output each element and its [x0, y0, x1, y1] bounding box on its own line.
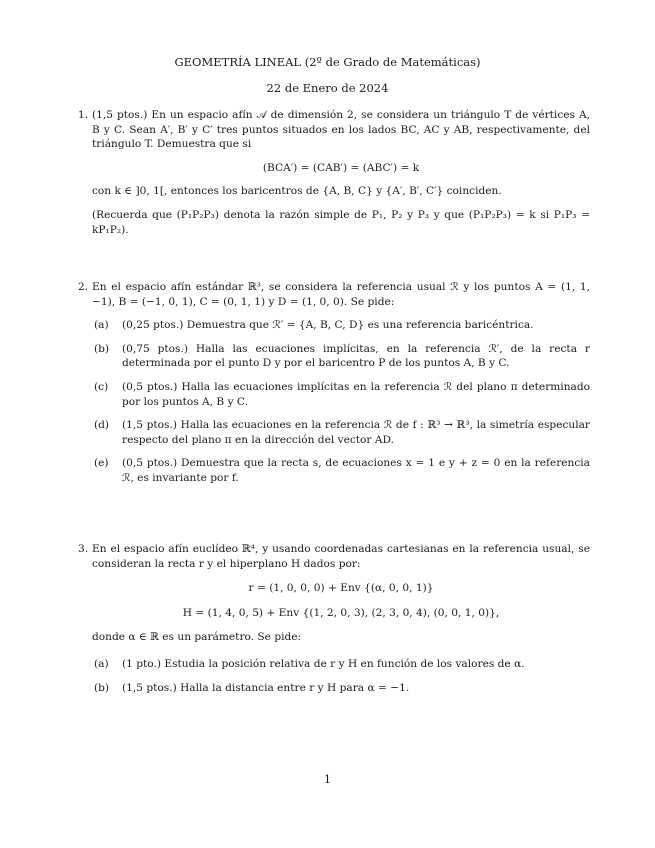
- exam-date: 22 de Enero de 2024: [266, 81, 389, 95]
- subquestion-text: (0,5 ptos.) Demuestra que la recta s, de ecuaciones x = 1 e y + z = 0 en la referencia ℛ, es invariante por f.: [122, 457, 590, 484]
- line-equation: r = (1, 0, 0, 0) + Env {(α, 0, 0, 1)}: [248, 582, 434, 595]
- subquestion-label: (a): [94, 319, 109, 332]
- problem-statement: (1,5 ptos.) En un espacio afín 𝒜 de dimensión 2, se considera un triángulo T de vértices A, B y C. Sean A′, B′ y C′ tres puntos situados en los lados BC, AC y AB, respectivamente, del triángulo T. Demuestra que si: [92, 109, 590, 151]
- subquestion-label: (c): [94, 380, 109, 393]
- ratio-equation: (BCA′) = (CAB′) = (ABC′) = k: [262, 161, 420, 174]
- problem-2: [78, 280, 590, 486]
- exam-title: GEOMETRÍA LINEAL (2º de Grado de Matemáticas): [174, 55, 481, 69]
- subquestion: [94, 318, 590, 333]
- subquestion-text: (1 pto.) Estudia la posición relativa de r y H en función de los valores de α.: [122, 657, 525, 670]
- parameter-note: donde α ∈ ℝ es un parámetro. Se pide:: [92, 631, 302, 644]
- subquestion: [94, 380, 590, 409]
- problem-intro: En el espacio afín estándar ℝ³, se considera la referencia usual ℛ y los puntos A = (1, 1, −1), B = (−1, 0, 1), C = (0, 1, 1) y D = (1, 0, 0). Se pide:: [92, 281, 590, 308]
- problem-intro: En el espacio afín euclídeo ℝ⁴, y usando coordenadas cartesianas en la referencia usual, se consideran la recta r y el hiperplano H dados por:: [92, 543, 590, 570]
- hyperplane-equation: H = (1, 4, 0, 5) + Env {(1, 2, 0, 3), (2, 3, 0, 4), (0, 0, 1, 0)},: [182, 606, 500, 619]
- page-number: 1: [324, 773, 331, 786]
- subquestion: [94, 657, 590, 672]
- subquestion-text: (0,75 ptos.) Halla las ecuaciones implícitas, en la referencia ℛ′, de la recta r determinada por el punto D y por el baricentro P de los puntos A, B y C.: [122, 342, 590, 370]
- problem-3: [78, 542, 590, 695]
- problem-1: [78, 108, 590, 237]
- problem-number: 3.: [78, 543, 89, 555]
- problem-number: 1.: [78, 109, 89, 121]
- subquestion-text: (0,5 ptos.) Halla las ecuaciones implícitas en la referencia ℛ del plano π determinado por los puntos A, B y C.: [122, 380, 590, 408]
- subquestion: [94, 456, 590, 485]
- subquestion-text: (1,5 ptos.) Halla la distancia entre r y H para α = −1.: [122, 681, 410, 694]
- problem-note: (Recuerda que (P₁P₂P₃) denota la razón simple de P₁, P₂ y P₃ y que (P₁P₂P₃) = k si P₁P₃ = kP₁P₂).: [92, 208, 590, 236]
- subquestion: [94, 418, 590, 447]
- subquestion-label: (e): [94, 457, 109, 470]
- problem-number: 2.: [78, 281, 89, 293]
- subquestion-text: (0,25 ptos.) Demuestra que ℛ′ = {A, B, C, D} es una referencia baricéntrica.: [122, 319, 534, 332]
- subquestion: [94, 342, 590, 371]
- subquestion-text: (1,5 ptos.) Halla las ecuaciones en la referencia ℛ de f : ℝ³ → ℝ³, la simetría especular respecto del plano π en la dirección del vector AD.: [122, 419, 590, 446]
- problem-conclusion: con k ∈ ]0, 1[, entonces los baricentros de {A, B, C} y {A′, B′, C′} coinciden.: [92, 185, 502, 198]
- subquestion-label: (b): [94, 681, 110, 694]
- subquestion: [94, 681, 590, 696]
- subquestion-label: (b): [94, 342, 110, 355]
- subquestion-label: (a): [94, 657, 109, 670]
- subquestion-label: (d): [94, 419, 110, 432]
